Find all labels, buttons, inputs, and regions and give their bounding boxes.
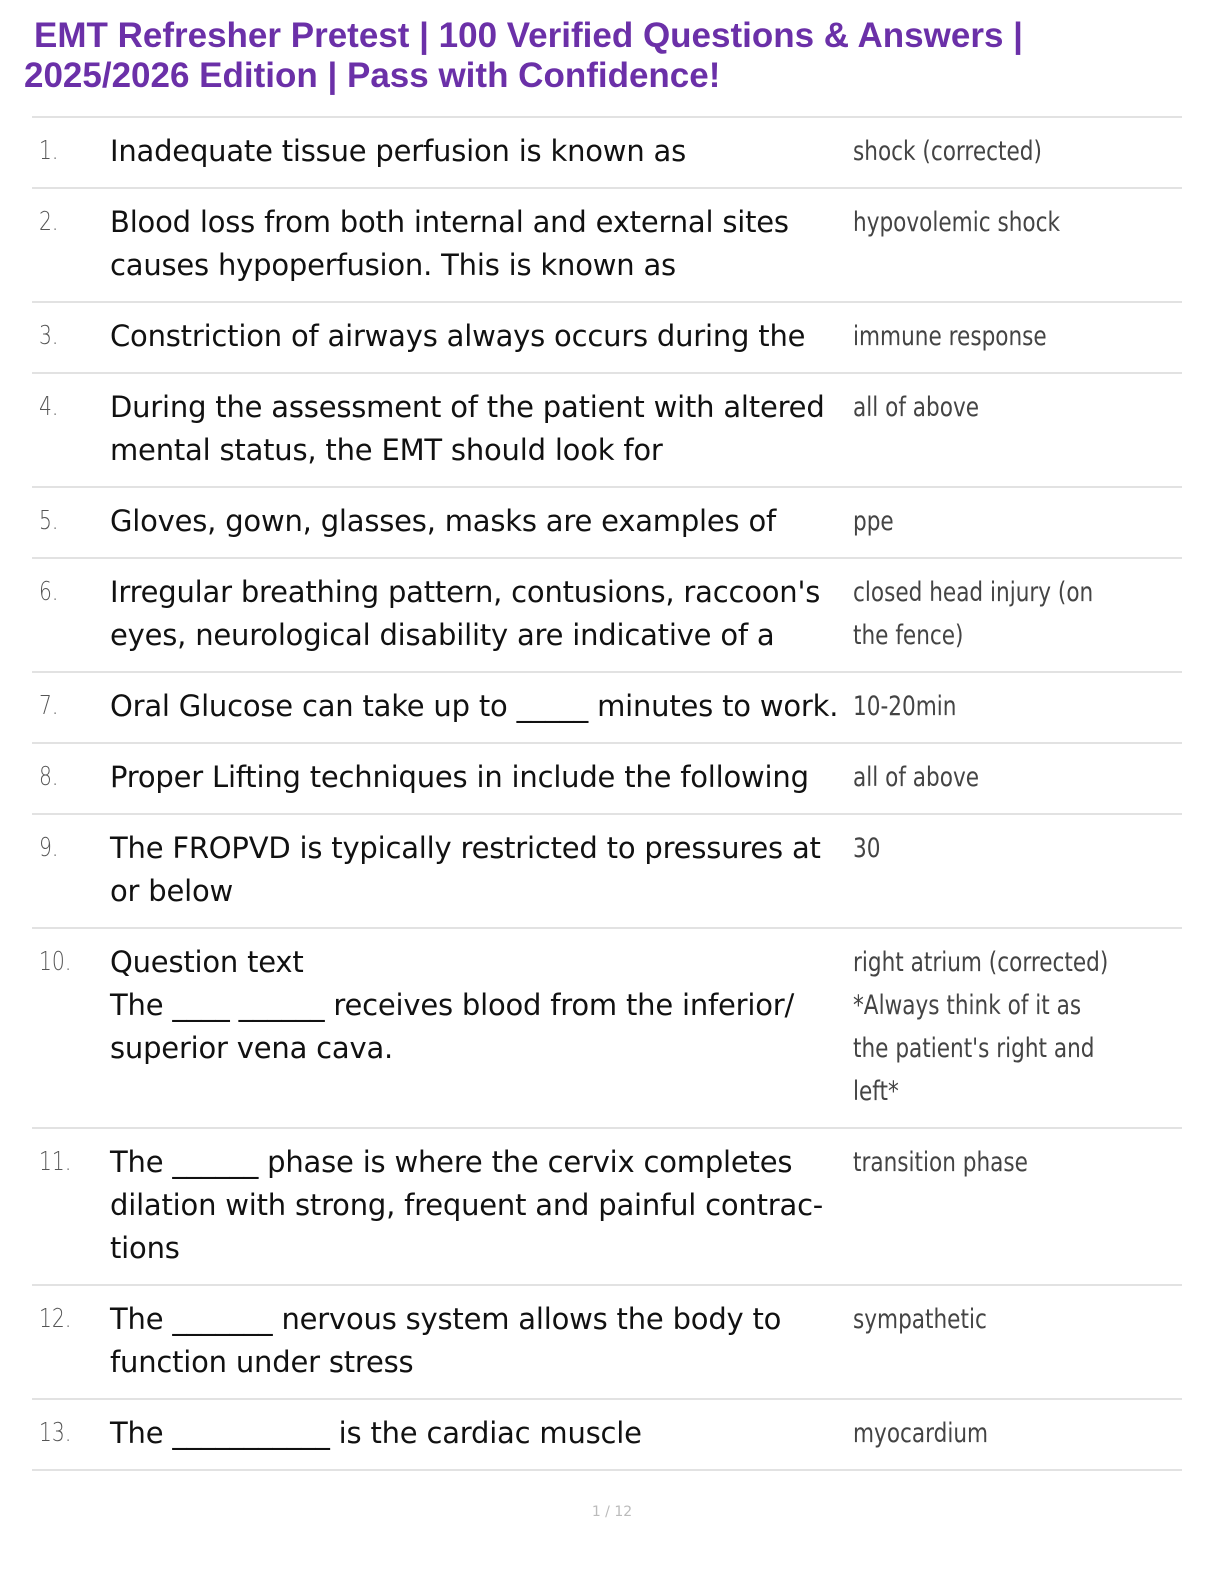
question-row-7 xyxy=(32,673,1182,744)
question-row-4 xyxy=(32,374,1182,488)
question-text: The ___________ is the cardiac muscle xyxy=(110,1416,642,1450)
document-title xyxy=(24,16,1174,96)
question-row-5 xyxy=(32,488,1182,559)
answer-text: shock (corrected) xyxy=(853,136,1042,167)
page-number: 1 / 12 xyxy=(591,1504,633,1520)
answer-text: sympathetic xyxy=(853,1304,987,1335)
answer-text: all of above xyxy=(853,392,980,423)
answer-text: right atrium (corrected) *Always think of it as the patient's right and left* xyxy=(853,947,1109,1107)
answer-text: myocardium xyxy=(853,1418,989,1449)
question-number: 10. xyxy=(39,947,72,977)
question-text: Constriction of airways always occurs during the xyxy=(110,319,806,353)
question-text: Oral Glucose can take up to _____ minutes to work. xyxy=(110,689,839,723)
question-number: 13. xyxy=(39,1418,72,1448)
answer-text: 10-20min xyxy=(853,691,957,722)
question-row-13 xyxy=(32,1400,1182,1471)
question-number: 3. xyxy=(39,321,59,351)
question-text: During the assessment of the patient with altered mental status, the EMT should look for xyxy=(110,390,825,467)
question-text: Gloves, gown, glasses, masks are examples of xyxy=(110,504,777,538)
question-text: The _______ nervous system allows the body to function under stress xyxy=(110,1302,782,1379)
answer-text: all of above xyxy=(853,762,980,793)
answer-text: immune response xyxy=(853,321,1047,352)
answer-text: hypovolemic shock xyxy=(853,207,1061,238)
question-text: Question text The ____ ______ receives blood from the inferior/ superior vena cava. xyxy=(110,945,795,1065)
question-text: The FROPVD is typically restricted to pressures at or below xyxy=(110,831,821,908)
question-text: Inadequate tissue perfusion is known as xyxy=(110,134,686,168)
answer-text: closed head injury (on the fence) xyxy=(853,577,1094,651)
question-row-8 xyxy=(32,744,1182,815)
question-row-3 xyxy=(32,303,1182,374)
question-number: 4. xyxy=(39,392,59,422)
document-title-line-1: EMT Refresher Pretest | 100 Verified Questions & Answers | xyxy=(34,16,1023,55)
answer-text: transition phase xyxy=(853,1147,1028,1178)
question-number: 1. xyxy=(39,136,59,166)
answer-text: ppe xyxy=(853,506,894,537)
question-number: 7. xyxy=(39,691,59,721)
question-row-12 xyxy=(32,1286,1182,1400)
question-row-1 xyxy=(32,118,1182,189)
question-number: 2. xyxy=(39,207,59,237)
question-number: 9. xyxy=(39,833,59,863)
answer-text: 30 xyxy=(853,833,881,864)
question-answer-list xyxy=(32,116,1182,1471)
question-number: 6. xyxy=(39,577,59,607)
question-number: 5. xyxy=(39,506,59,536)
question-row-2 xyxy=(32,189,1182,303)
question-row-9 xyxy=(32,815,1182,929)
question-text: Proper Lifting techniques in include the following xyxy=(110,760,809,794)
question-row-11 xyxy=(32,1129,1182,1286)
question-number: 12. xyxy=(39,1304,72,1334)
question-row-6 xyxy=(32,559,1182,673)
question-row-10 xyxy=(32,929,1182,1129)
question-text: Blood loss from both internal and external sites causes hypoperfusion. This is known as xyxy=(110,205,789,282)
document-title-line-2: 2025/2026 Edition | Pass with Confidence! xyxy=(24,56,721,95)
question-number: 8. xyxy=(39,762,59,792)
question-text: Irregular breathing pattern, contusions, raccoon's eyes, neurological disability are indicative of a xyxy=(110,575,821,652)
question-text: The ______ phase is where the cervix completes dilation with strong, frequent and painful contrac- tions xyxy=(110,1145,824,1265)
question-number: 11. xyxy=(39,1147,72,1177)
